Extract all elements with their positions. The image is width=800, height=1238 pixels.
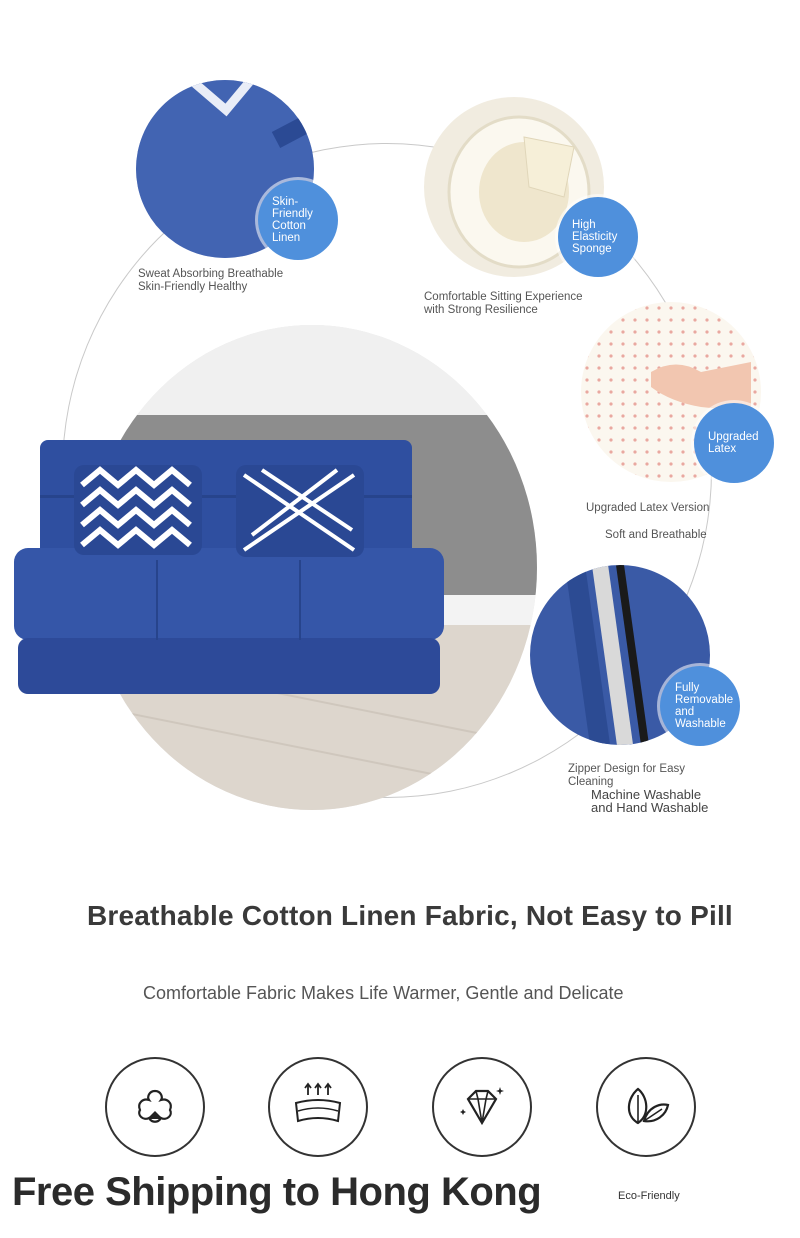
linen-badge: Skin-Friendly Cotton Linen xyxy=(258,180,338,260)
latex-badge: Upgraded Latex xyxy=(694,403,774,483)
diamond-icon xyxy=(432,1057,532,1157)
sofa-illustration xyxy=(12,440,447,695)
zipper-badge: Fully Removable and Washable xyxy=(660,666,740,746)
washable-caption: Machine Washable and Hand Washable xyxy=(591,787,709,815)
linen-caption: Sweat Absorbing Breathable Skin-Friendly Healthy xyxy=(138,268,284,293)
shipping-banner: Free Shipping to Hong Kong xyxy=(12,1170,542,1214)
headline: Breathable Cotton Linen Fabric, Not Easy to Pill xyxy=(87,900,733,931)
sponge-caption: Comfortable Sitting Experience with Strong Resilience xyxy=(424,291,583,316)
eco-friendly-label: Eco-Friendly xyxy=(618,1190,680,1202)
zipper-caption: Zipper Design for Easy Cleaning xyxy=(568,763,685,788)
sponge-badge: High Elasticity Sponge xyxy=(558,197,638,277)
latex-caption-1: Upgraded Latex Version xyxy=(586,502,710,514)
latex-caption-2: Soft and Breathable xyxy=(605,529,707,541)
leaf-icon xyxy=(596,1057,696,1157)
cotton-icon xyxy=(105,1057,205,1157)
subheadline: Comfortable Fabric Makes Life Warmer, Gentle and Delicate xyxy=(143,983,624,1003)
breathable-fabric-icon xyxy=(268,1057,368,1157)
